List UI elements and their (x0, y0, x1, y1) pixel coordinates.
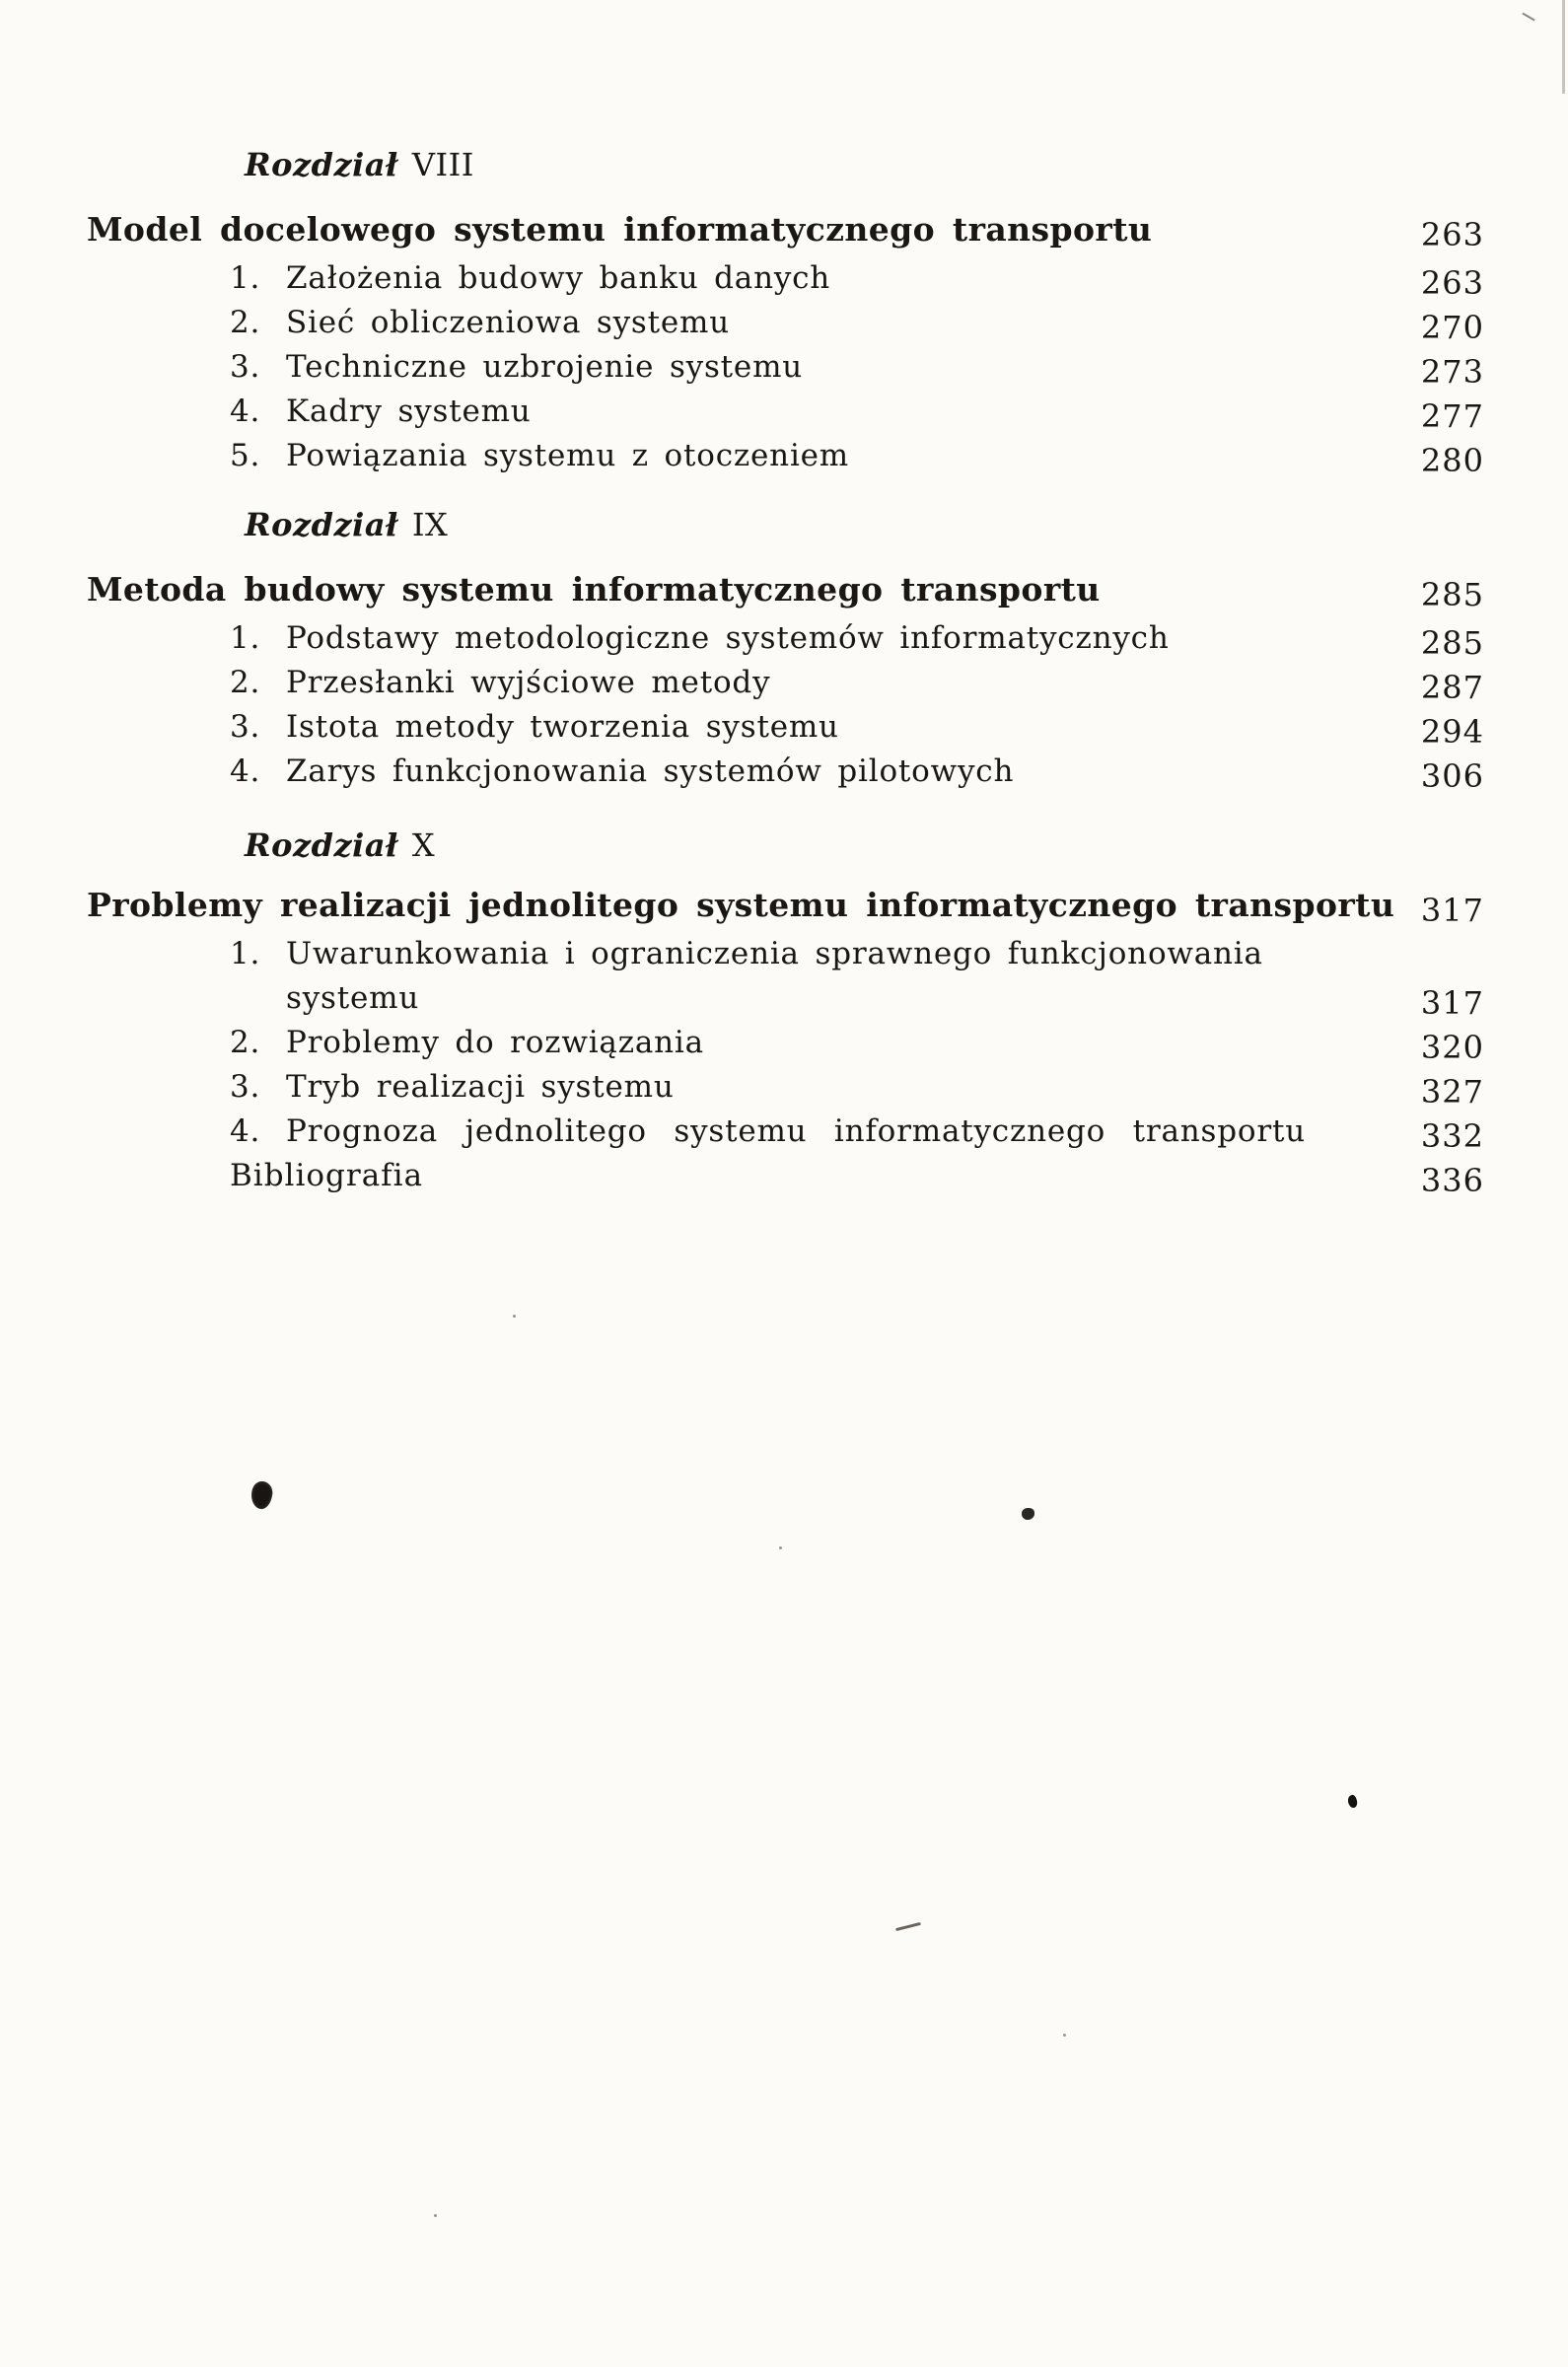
chapter-numeral: X (411, 826, 436, 864)
page-number: 263 (1420, 264, 1484, 302)
item-number: 3. (230, 349, 261, 385)
item-label: Prognoza jednolitego systemu informatycznego transportu (286, 1113, 1306, 1149)
item-number: 2. (230, 305, 261, 340)
item-label: Problemy do rozwiązania (286, 1025, 704, 1060)
scratch-mark (1522, 13, 1534, 22)
page-number: 317 (1420, 984, 1484, 1022)
toc-entry (230, 750, 1484, 794)
page-number: 332 (1420, 1117, 1484, 1155)
chapter-numeral: IX (411, 506, 449, 543)
item-label: Istota metody tworzenia systemu (286, 709, 839, 745)
item-label: Sieć obliczeniowa systemu (286, 305, 730, 340)
ink-blob (1347, 1794, 1359, 1809)
scratch-mark (895, 1922, 921, 1931)
toc-entry (230, 301, 1484, 345)
chapter-items (87, 256, 1484, 478)
item-label-line-2: systemu (286, 980, 420, 1016)
page-number: 287 (1420, 669, 1484, 706)
item-number: 2. (230, 1025, 261, 1060)
toc-entry (230, 932, 1484, 1021)
chapter-items (87, 932, 1484, 1198)
chapter-word: Rozdział (245, 506, 398, 543)
chapter-numeral: VIII (411, 146, 474, 183)
ink-blob (249, 1480, 274, 1511)
item-label: Zarys funkcjonowania systemów pilotowych (286, 753, 1015, 789)
chapter-label (245, 503, 1484, 547)
page-number: 273 (1420, 353, 1484, 391)
toc-entry (230, 434, 1484, 478)
item-label: Tryb realizacji systemu (286, 1069, 675, 1105)
toc-entry (230, 1065, 1484, 1110)
page-number: 277 (1420, 397, 1484, 435)
dust-speck (434, 2214, 437, 2217)
toc-entry (230, 390, 1484, 434)
page-number: 336 (1420, 1162, 1484, 1199)
chapter-word: Rozdział (245, 146, 398, 183)
chapter-word: Rozdział (245, 826, 398, 864)
scan-edge-line (1562, 0, 1565, 94)
chapter-title: Model docelowego systemu informatycznego transportu (87, 210, 1153, 249)
toc-entry (87, 207, 1484, 251)
item-label (286, 932, 1335, 1021)
item-label: Techniczne uzbrojenie systemu (286, 349, 804, 385)
item-number: 4. (230, 1113, 261, 1149)
toc-entry (230, 256, 1484, 301)
dust-speck (1063, 2034, 1066, 2037)
chapter-label (245, 143, 1484, 187)
toc-entry (230, 1110, 1484, 1154)
bibliography-row (230, 1154, 1484, 1198)
item-number: 2. (230, 665, 261, 700)
chapter-title: Metoda budowy systemu informatycznego transportu (87, 570, 1101, 609)
item-label: Podstawy metodologiczne systemów informatycznych (286, 620, 1170, 656)
item-number: 3. (230, 1069, 261, 1105)
item-label: Powiązania systemu z otoczeniem (286, 438, 850, 473)
toc-entry (87, 883, 1484, 927)
page-number: 327 (1420, 1073, 1484, 1111)
item-label: Założenia budowy banku danych (286, 260, 831, 296)
page-number: 285 (1420, 576, 1484, 613)
item-number: 1. (230, 260, 261, 296)
item-label-line-1: Uwarunkowania i ograniczenia sprawnego funkcjonowania (286, 936, 1263, 971)
toc-entry (230, 616, 1484, 661)
toc-entry (230, 345, 1484, 390)
bibliography-label: Bibliografia (230, 1158, 424, 1193)
toc-entry (87, 567, 1484, 611)
toc-entry (230, 705, 1484, 750)
item-number: 4. (230, 753, 261, 789)
item-number: 5. (230, 438, 261, 473)
dust-speck (513, 1315, 516, 1318)
page-number: 320 (1420, 1029, 1484, 1066)
toc-entry (230, 661, 1484, 705)
item-number: 1. (230, 936, 261, 971)
item-label: Przesłanki wyjściowe metody (286, 665, 771, 700)
chapter-label (245, 824, 1484, 868)
chapter-title: Problemy realizacji jednolitego systemu informatycznego transportu (87, 886, 1395, 924)
page-number: 280 (1420, 442, 1484, 479)
toc-entry (230, 1021, 1484, 1065)
chapter-items (87, 616, 1484, 794)
item-number: 1. (230, 620, 261, 656)
page-number: 317 (1420, 892, 1484, 929)
page-number: 306 (1420, 757, 1484, 795)
page-number: 270 (1420, 309, 1484, 346)
page-number: 294 (1420, 713, 1484, 751)
item-number: 4. (230, 394, 261, 429)
page-number: 285 (1420, 624, 1484, 662)
dust-speck (779, 1546, 782, 1549)
item-number: 3. (230, 709, 261, 745)
ink-blob (1022, 1508, 1034, 1520)
page-number: 263 (1420, 216, 1484, 253)
table-of-contents (87, 143, 1484, 1198)
item-label: Kadry systemu (286, 394, 532, 429)
